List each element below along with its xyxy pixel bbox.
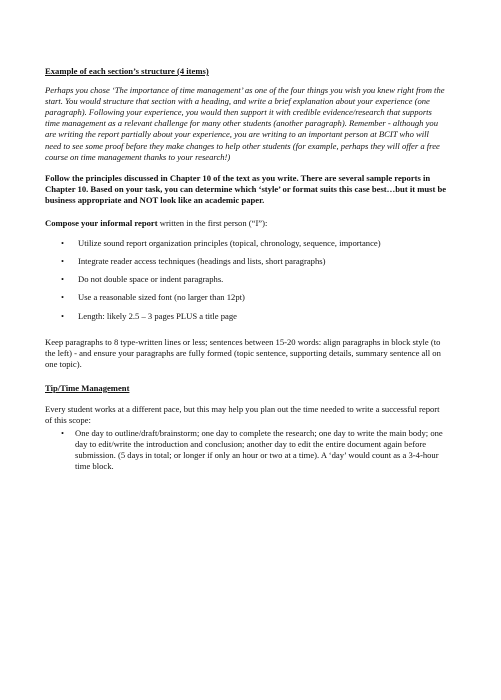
bullet-icon: • <box>61 292 65 303</box>
tip-intro: Every student works at a different pace, but this may help you plan out the time needed to write a successful report of this scope: <box>45 403 440 426</box>
list-item <box>61 311 447 322</box>
list-item <box>61 292 447 303</box>
example-paragraph: Perhaps you chose ‘The importance of time management’ as one of the four things you wish you knew right from the start. You would structure that section with a heading, and write a brief explanation about your experience (one paragraph). Following your experience, you would then support it with credible evidence/research that supports time management as a relevant challenge for many other students (another paragraph). Remember - although you are writing the report partially about your experience, you are writing to an important person at BCIT who will need to see some proof before they make changes to help other students (for example, perhaps they will offer a free course on time management thanks to your research!) <box>45 85 445 162</box>
list-item <box>61 274 447 285</box>
list-item-text: Use a reasonable sized font (no larger than 12pt) <box>78 292 245 303</box>
list-item <box>61 238 447 249</box>
list-item-text: One day to outline/draft/brainstorm; one day to complete the research; one day to write the main body; one day to edit/write the introduction and conclusion; another day to edit the entire document again before submission. (5 days in total; or longer if only an hour or two at a time). A ‘day’ would count as a 3-4-hour time block. <box>75 428 443 472</box>
section-heading: Example of each section’s structure (4 items) <box>45 66 209 76</box>
paragraph-guidance: Keep paragraphs to 8 type-written lines or less; sentences between 15-20 words: align paragraphs in block style (to the left) - and ensure your paragraphs are fully formed (topic sentence, supporting details, summary sentence all on one topic). <box>45 336 441 369</box>
compose-bold-text: Compose your informal report <box>45 218 158 229</box>
bullet-icon: • <box>61 428 65 439</box>
compose-rest-text: written in the first person (“I”): <box>157 218 268 229</box>
tip-heading: Tip/Time Management <box>45 382 130 393</box>
list-item-text: Utilize sound report organization principles (topical, chronology, sequence, importance) <box>78 238 381 249</box>
compose-instruction <box>45 218 447 229</box>
principles-paragraph: Follow the principles discussed in Chapter 10 of the text as you write. There are several sample reports in Chapter 10. Based on your task, you can determine which ‘style’ or format suits this case best…but it must be business appropriate and NOT look like an academic paper. <box>45 172 447 205</box>
list-item <box>61 428 447 472</box>
list-item-text: Integrate reader access techniques (headings and lists, short paragraphs) <box>78 256 326 267</box>
bullet-icon: • <box>61 256 65 267</box>
list-item-text: Length: likely 2.5 – 3 pages PLUS a title page <box>78 310 237 321</box>
tip-bullet-list <box>45 428 447 472</box>
bullet-icon: • <box>61 238 65 249</box>
compose-bullet-list <box>45 238 447 321</box>
list-item <box>61 256 447 267</box>
list-item-text: Do not double space or indent paragraphs. <box>78 274 224 285</box>
bullet-icon: • <box>61 310 65 321</box>
bullet-icon: • <box>61 274 65 285</box>
